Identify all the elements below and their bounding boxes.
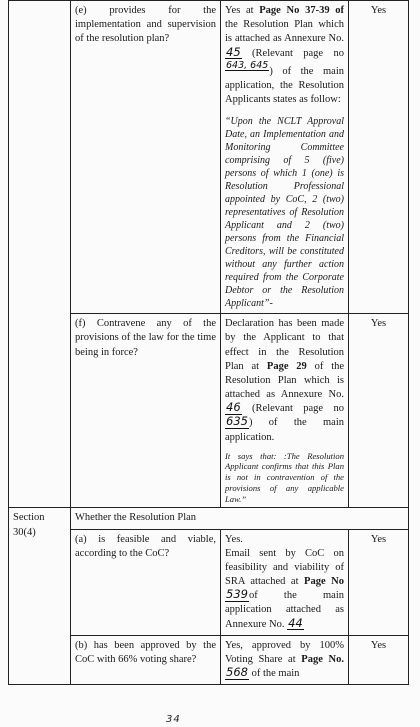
section-label: Section 30(4) <box>9 508 71 685</box>
table-row-section <box>9 508 409 529</box>
handwritten-annexure-f: 46 <box>226 400 241 415</box>
answer-e: Yes at Page No 37-39 of the Resolution Plan which is attached as Annexure No. 45 (Relevant page no643, 645) of the main application, the Resolution Applicants states as follow: “Upon the NCLT Approval Date, an Implementation and Monitoring Committee comprising of 5 (five) persons of which 1 (one) is Resolution Professional appointed by CoC, 2 (two) representatives of Resolution Applicant and 2 (two) persons from the Financial Creditors, will be constituted without any further action required from the Corporate Debtor or the Resolution Applicant”- <box>221 1 349 314</box>
answer-b: Yes, approved by 100% Voting Share at Page No. 568 of the main <box>221 635 349 685</box>
handwritten-page-a: 539 <box>226 587 248 602</box>
page-ref-b: Page No. <box>301 653 344 665</box>
question-e: (e) provides for the implementation and supervision of the resolution plan? <box>71 1 221 314</box>
handwritten-annexure-a: 44 <box>288 615 303 630</box>
page-ref-e: Page No 37-39 of <box>259 5 345 16</box>
question-b: (b) has been approved by the CoC with 66% voting share? <box>71 635 221 685</box>
handwritten-page-f: 635 <box>226 414 248 429</box>
section-heading: Whether the Resolution Plan <box>71 508 409 529</box>
table-row-e <box>9 1 409 314</box>
page-ref-f: Page 29 <box>266 360 307 372</box>
handwritten-page-b: 568 <box>226 665 248 680</box>
status-b: Yes <box>349 635 409 685</box>
handwritten-page-mark: 34 <box>166 714 181 725</box>
handwritten-pages-e: 643, 645 <box>226 59 269 71</box>
page-ref-a: Page No <box>304 576 344 588</box>
handwritten-annexure-e: 45 <box>226 44 241 59</box>
says-f: It says that: :The Resolution Applicant confirms that this Plan is not in contravention of the provisions of any applicable Law.” <box>225 450 344 504</box>
answer-a: Yes. Email sent by CoC on feasibility and viability of SRA attached at Page No 539of the main application attached as Annexure No. 44 <box>221 529 349 635</box>
answer-f: Declaration has been made by the Applicant to that effect in the Resolution Plan at Page 29 of the Resolution Plan which is attached as Annexure No. 46 (Relevant page no635) of the main application. It says that: :The Resolution Applicant confirms that this Plan is not in contravention of the provisions of any applicable Law.” <box>221 314 349 508</box>
question-f: (f) Contravene any of the provisions of the law for the time being in force? <box>71 314 221 508</box>
status-e: Yes <box>349 1 409 314</box>
question-a: (a) is feasible and viable, according to the CoC? <box>71 529 221 635</box>
quote-e: “Upon the NCLT Approval Date, an Implementation and Monitoring Committee comprising of 5 (five) persons of which 1 (one) is Resolution Professional appointed by CoC, 2 (two) representatives of Resolution Applicant and 2 (two) persons from the Financial Creditors, will be constituted without any further action required from the Corporate Debtor or the Resolution Applicant”- <box>225 116 344 310</box>
compliance-table <box>8 0 409 685</box>
section-cell-empty <box>9 1 71 508</box>
status-f: Yes <box>349 314 409 508</box>
status-a: Yes <box>349 529 409 635</box>
